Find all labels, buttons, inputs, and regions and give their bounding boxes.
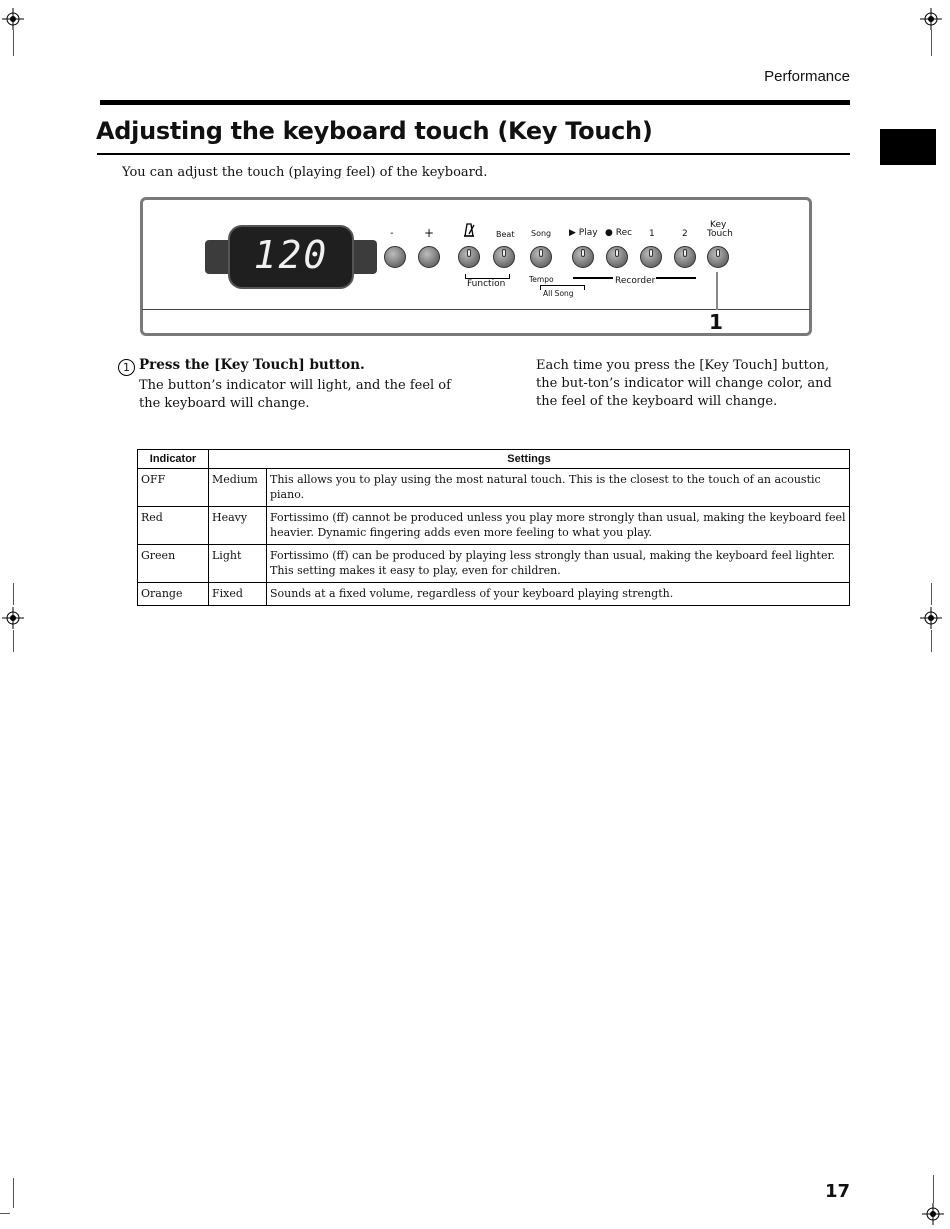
title-rule — [97, 153, 850, 155]
rec-button[interactable] — [606, 246, 628, 268]
header-rule — [100, 100, 850, 105]
recorder-line-right — [656, 277, 696, 279]
key-touch-button[interactable] — [707, 246, 729, 268]
table-header-row — [138, 450, 850, 469]
track-2-button[interactable] — [674, 246, 696, 268]
crop-mark — [13, 630, 14, 652]
step-title: Press the [Key Touch] button. — [139, 357, 365, 373]
crop-mark — [931, 630, 932, 652]
description-cell: Fortissimo (ff) can be produced by playing less strongly than usual, making the keyboard feel lighter. This setting makes it easy to play, even for children. — [267, 545, 850, 583]
setting-cell: Heavy — [209, 507, 267, 545]
indicator-led — [539, 249, 543, 257]
registration-mark-icon — [920, 8, 942, 30]
indicator-cell: OFF — [138, 469, 209, 507]
callout-line — [716, 272, 718, 310]
table-row — [138, 469, 850, 507]
display-value: 120 — [253, 233, 329, 277]
description-cell: Fortissimo (ff) cannot be produced unless you play more strongly than usual, making the keyboard feel heavier. Dynamic fingering adds even more feeling to what you play. — [267, 507, 850, 545]
callout-number: 1 — [709, 310, 723, 334]
description-cell: This allows you to play using the most natural touch. This is the closest to the touch of an acoustic piano. — [267, 469, 850, 507]
step-description: The button’s indicator will light, and the feel of the keyboard will change. — [139, 378, 451, 411]
song-button[interactable] — [530, 246, 552, 268]
key-touch-label-line2: Touch — [707, 229, 733, 239]
registration-mark-icon — [920, 607, 942, 629]
function-label: Function — [467, 279, 506, 289]
registration-mark-icon — [2, 607, 24, 629]
crop-mark — [931, 583, 932, 605]
all-song-label: All Song — [543, 289, 574, 298]
section-label: Performance — [764, 68, 850, 85]
track-1-button[interactable] — [640, 246, 662, 268]
description-cell: Sounds at a fixed volume, regardless of your keyboard playing strength. — [267, 583, 850, 606]
table-row — [138, 507, 850, 545]
indicator-led — [649, 249, 653, 257]
indicator-led — [467, 249, 471, 257]
intro-text: You can adjust the touch (playing feel) of the keyboard. — [122, 165, 488, 180]
registration-mark-icon — [2, 8, 24, 30]
recorder-line-left — [573, 277, 613, 279]
plus-label: + — [424, 226, 435, 240]
minus-label: - — [390, 228, 394, 239]
registration-mark-icon — [922, 1203, 944, 1225]
key-touch-label-line1: Key — [710, 220, 727, 230]
rec-label: ● Rec — [605, 228, 633, 238]
crop-mark — [13, 30, 14, 56]
indicator-cell: Green — [138, 545, 209, 583]
settings-table — [137, 449, 850, 606]
play-button[interactable] — [572, 246, 594, 268]
recorder-label: Recorder — [615, 276, 656, 286]
page-number: 17 — [824, 1181, 850, 1202]
play-label: ▶ Play — [569, 228, 598, 238]
tempo-label: Tempo — [529, 275, 554, 284]
step-number: 1 — [118, 359, 135, 376]
indicator-cell: Orange — [138, 583, 209, 606]
setting-cell: Fixed — [209, 583, 267, 606]
track-2-label: 2 — [682, 229, 688, 239]
track-1-label: 1 — [649, 229, 655, 239]
indicator-header: Indicator — [138, 450, 209, 469]
plus-button[interactable] — [418, 246, 440, 268]
crop-mark — [931, 30, 932, 56]
table-row — [138, 583, 850, 606]
metronome-icon — [463, 223, 475, 237]
step-note: Each time you press the [Key Touch] button, the but-ton’s indicator will change color, and the feel of the keyboard will change. — [536, 358, 832, 409]
setting-cell: Medium — [209, 469, 267, 507]
indicator-led — [502, 249, 506, 257]
crop-mark — [0, 1213, 10, 1214]
indicator-led — [615, 249, 619, 257]
crop-mark — [13, 583, 14, 605]
settings-header: Settings — [209, 450, 850, 469]
song-label: Song — [531, 229, 552, 238]
crop-mark — [933, 1175, 934, 1203]
indicator-led — [716, 249, 720, 257]
setting-cell: Light — [209, 545, 267, 583]
beat-button[interactable] — [493, 246, 515, 268]
metronome-button[interactable] — [458, 246, 480, 268]
indicator-led — [581, 249, 585, 257]
indicator-cell: Red — [138, 507, 209, 545]
table-row — [138, 545, 850, 583]
beat-label: Beat — [496, 230, 515, 239]
indicator-led — [683, 249, 687, 257]
chapter-tab — [880, 129, 936, 165]
page-title: Adjusting the keyboard touch (Key Touch) — [96, 117, 653, 145]
crop-mark — [13, 1178, 14, 1208]
minus-button[interactable] — [384, 246, 406, 268]
